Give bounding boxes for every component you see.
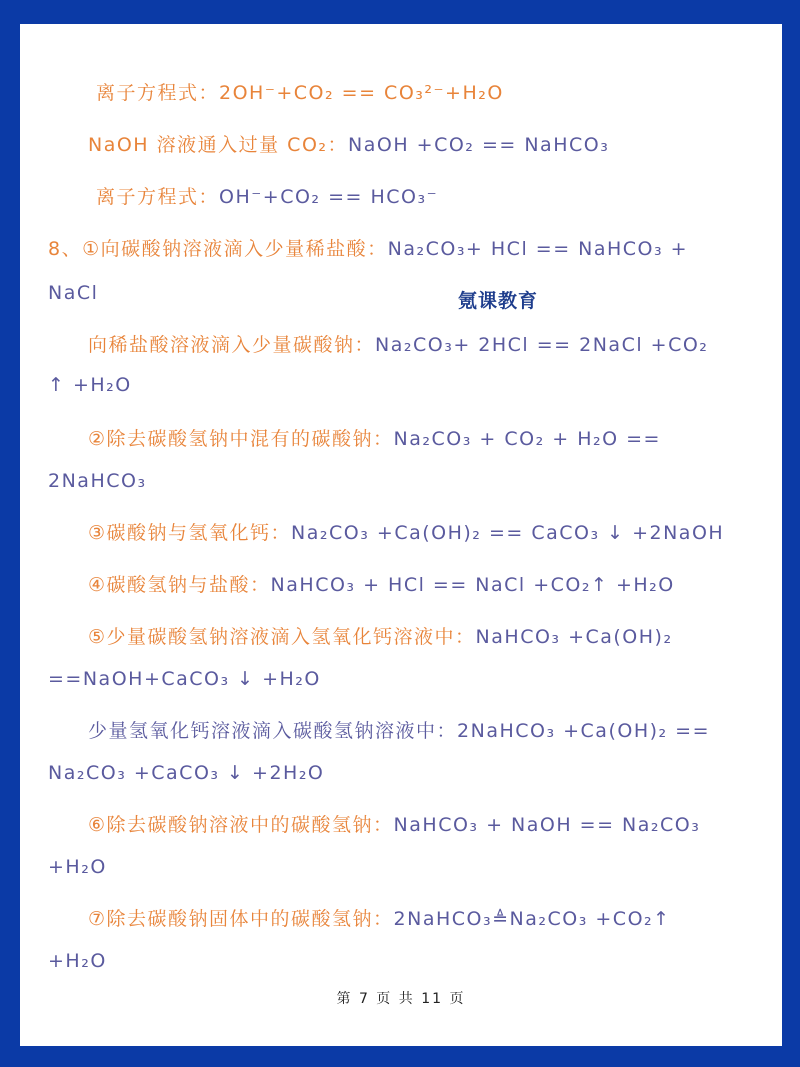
text-line: 少量氢氧化钙溶液滴入碳酸氢钠溶液中：2NaHCO₃ +Ca(OH)₂ == (88, 720, 711, 742)
text-line: ③碳酸钠与氢氧化钙：Na₂CO₃ +Ca(OH)₂ == CaCO₃ ↓ +2NaOH (88, 522, 725, 544)
text-line: ⑤少量碳酸氢钠溶液滴入氢氧化钙溶液中：NaHCO₃ +Ca(OH)₂ (88, 626, 673, 648)
page-frame (20, 24, 782, 1046)
text-line: ↑ +H₂O (48, 374, 132, 396)
text-line: ⑥除去碳酸钠溶液中的碳酸氢钠：NaHCO₃ + NaOH == Na₂CO₃ (88, 814, 701, 836)
text-line: ==NaOH+CaCO₃ ↓ +H₂O (48, 668, 321, 690)
text-line: +H₂O (48, 856, 107, 878)
text-line: +H₂O (48, 950, 107, 972)
text-line: ②除去碳酸氢钠中混有的碳酸钠：Na₂CO₃ + CO₂ + H₂O == (88, 428, 661, 450)
text-line: 向稀盐酸溶液滴入少量碳酸钠：Na₂CO₃+ 2HCl == 2NaCl +CO₂ (88, 334, 709, 356)
text-line: Na₂CO₃ +CaCO₃ ↓ +2H₂O (48, 762, 325, 784)
text-line: 离子方程式：2OH⁻+CO₂ == CO₃²⁻+H₂O (96, 82, 504, 104)
text-line: 离子方程式：OH⁻+CO₂ == HCO₃⁻ (96, 186, 439, 208)
text-line: ⑦除去碳酸钠固体中的碳酸氢钠：2NaHCO₃≜Na₂CO₃ +CO₂↑ (88, 908, 671, 930)
page-number: 第 7 页 共 11 页 (336, 991, 466, 1007)
text-line: ④碳酸氢钠与盐酸：NaHCO₃ + HCl == NaCl +CO₂↑ +H₂O (88, 574, 675, 596)
text-line: 8、①向碳酸钠溶液滴入少量稀盐酸：Na₂CO₃+ HCl == NaHCO₃ + (48, 238, 689, 260)
text-line: NaOH 溶液通入过量 CO₂：NaOH +CO₂ == NaHCO₃ (88, 134, 610, 156)
text-line: NaCl (48, 282, 99, 304)
text-line: 2NaHCO₃ (48, 470, 147, 492)
watermark: 氪课教育 (458, 290, 539, 312)
